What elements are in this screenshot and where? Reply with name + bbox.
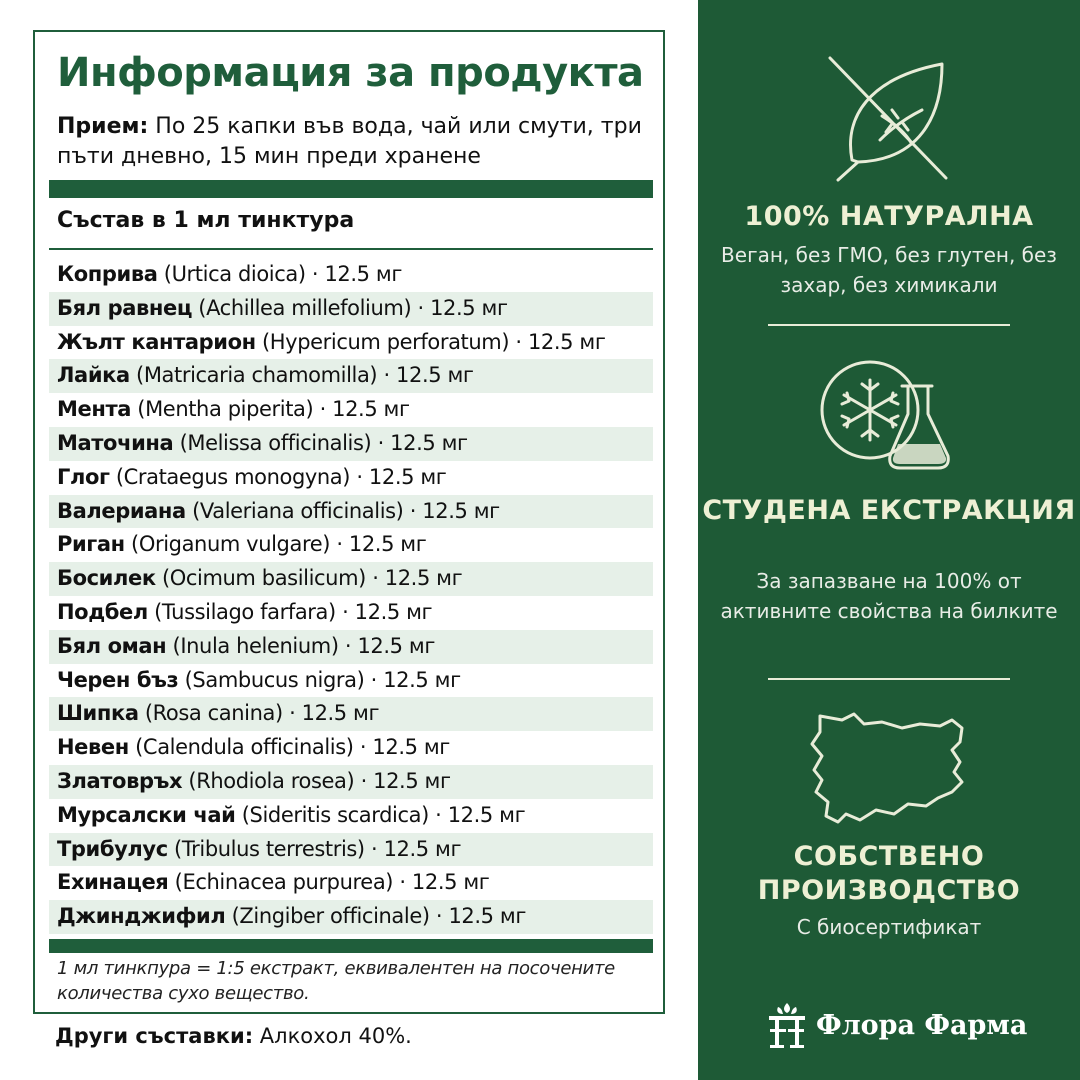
ingredient-name: Невен: [57, 735, 129, 760]
ingredient-name: Маточина: [57, 430, 174, 455]
feature-cold-extraction-title: СТУДЕНА ЕКСТРАКЦИЯ: [702, 495, 1076, 526]
other-ingredients-text: Алкохол 40%.: [253, 1024, 412, 1048]
ingredient-latin-name: (Ocimum basilicum): [161, 566, 366, 591]
ingredient-amount: · 12.5 мг: [371, 836, 462, 861]
ingredient-amount: · 12.5 мг: [311, 262, 402, 286]
ingredient-amount: · 12.5 мг: [377, 430, 468, 455]
ingredient-amount: · 12.5 мг: [342, 599, 433, 624]
ingredient-row: [49, 461, 653, 495]
other-ingredients: [55, 1024, 412, 1048]
ingredient-name: Бял равнец: [57, 295, 192, 320]
ingredient-latin-name: (Inula helenium): [172, 633, 339, 658]
ingredient-row: [49, 630, 653, 664]
ingredient-amount: · 12.5 мг: [435, 904, 526, 929]
ingredient-row: [49, 393, 653, 427]
divider-bar-bottom: [49, 939, 653, 953]
ingredient-amount: · 12.5 мг: [336, 532, 427, 557]
ingredient-row: [49, 258, 653, 292]
ingredient-latin-name: (Urtica dioica): [163, 262, 306, 286]
extract-note: 1 мл тинкпура = 1:5 екстракт, еквивалентен на посочените количества сухо вещество.: [57, 958, 615, 1004]
ingredient-latin-name: (Sideritis scardica): [241, 802, 429, 827]
ingredient-row: [49, 765, 653, 799]
ingredient-amount: · 12.5 мг: [370, 667, 461, 692]
ingredient-name: Шипка: [57, 701, 139, 726]
ingredient-amount: · 12.5 мг: [372, 566, 463, 591]
features-panel: [698, 0, 1080, 1080]
ingredient-amount: · 12.5 мг: [399, 870, 490, 895]
ingredient-latin-name: (Mentha piperita): [137, 397, 314, 422]
ingredient-name: Бял оман: [57, 633, 167, 658]
ingredient-list: [49, 258, 653, 934]
ingredient-latin-name: (Crataegus monogyna): [115, 464, 351, 489]
features-divider-1: [768, 324, 1010, 326]
ingredient-row: [49, 731, 653, 765]
ingredient-amount: · 12.5 мг: [344, 633, 435, 658]
ingredient-name: Босилек: [57, 566, 156, 591]
feature-natural-subtitle: Веган, без ГМО, без глутен, без захар, без химикали: [721, 243, 1057, 297]
brand-name: Флора Фарма: [816, 1009, 1028, 1041]
ingredient-amount: · 12.5 мг: [409, 498, 500, 523]
ingredient-row: [49, 664, 653, 698]
ingredient-name: Коприва: [57, 262, 158, 286]
ingredient-latin-name: (Melissa officinalis): [179, 430, 372, 455]
ingredient-latin-name: (Hypericum perforatum): [262, 329, 510, 354]
ingredient-name: Жълт кантарион: [57, 329, 256, 354]
composition-heading: Състав в 1 мл тинктура: [57, 208, 355, 233]
ingredient-name: Трибулус: [57, 836, 168, 861]
feature-own-production-subtitle: С биосертификат: [796, 915, 982, 939]
flora-pharma-logo-icon: [766, 1001, 808, 1049]
ingredient-name: Мурсалски чай: [57, 802, 236, 827]
ingredient-amount: · 12.5 мг: [356, 464, 447, 489]
ingredient-row: [49, 495, 653, 529]
ingredient-row: [49, 326, 653, 360]
ingredient-name: Подбел: [57, 599, 148, 624]
dosage-instructions: [57, 112, 652, 172]
ingredient-name: Глог: [57, 464, 110, 489]
ingredient-name: Риган: [57, 532, 125, 557]
ingredient-row: [49, 292, 653, 326]
ingredient-latin-name: (Zingiber officinale): [231, 904, 430, 929]
ingredient-row: [49, 562, 653, 596]
feature-cold-extraction-subtitle: За запазване на 100% от активните свойства на билките: [720, 569, 1058, 623]
ingredient-amount: · 12.5 мг: [319, 397, 410, 422]
ingredient-amount: · 12.5 мг: [289, 701, 380, 726]
ingredient-latin-name: (Origanum vulgare): [131, 532, 331, 557]
leaf-dna-crossed-icon: [818, 48, 958, 188]
ingredient-latin-name: (Matricaria chamomilla): [136, 363, 378, 388]
snowflake-flask-icon: [816, 356, 962, 480]
features-divider-2: [768, 678, 1010, 680]
bulgaria-map-icon: [802, 706, 972, 834]
ingredient-latin-name: (Calendula officinalis): [135, 735, 354, 760]
ingredient-row: [49, 528, 653, 562]
ingredient-latin-name: (Echinacea purpurea): [174, 870, 394, 895]
ingredient-amount: · 12.5 мг: [417, 295, 508, 320]
ingredient-name: Валериана: [57, 498, 186, 523]
feature-own-production-title: СОБСТВЕНО ПРОИЗВОДСТВО: [757, 841, 1021, 906]
ingredient-name: Ехинацея: [57, 870, 169, 895]
ingredient-amount: · 12.5 мг: [359, 735, 450, 760]
ingredient-row: [49, 799, 653, 833]
ingredient-row: [49, 697, 653, 731]
ingredient-name: Мента: [57, 397, 131, 422]
ingredient-row: [49, 866, 653, 900]
product-info-title: Информация за продукта: [57, 50, 644, 96]
brand-logo: [766, 1000, 1066, 1050]
ingredient-name: Джинджифил: [57, 904, 226, 929]
ingredient-latin-name: (Achillea millefolium): [198, 295, 412, 320]
ingredient-row: [49, 427, 653, 461]
ingredient-name: Лайка: [57, 363, 130, 388]
ingredient-latin-name: (Tribulus terrestris): [174, 836, 365, 861]
ingredient-name: Златовръх: [57, 768, 183, 793]
ingredient-name: Черен бъз: [57, 667, 179, 692]
ingredient-row: [49, 359, 653, 393]
ingredient-amount: · 12.5 мг: [515, 329, 606, 354]
ingredient-amount: · 12.5 мг: [435, 802, 526, 827]
ingredient-latin-name: (Sambucus nigra): [184, 667, 365, 692]
ingredient-row: [49, 833, 653, 867]
ingredient-latin-name: (Valeriana officinalis): [192, 498, 404, 523]
product-info-card: [33, 30, 665, 1014]
composition-divider: [49, 248, 653, 250]
ingredient-latin-name: (Rhodiola rosea): [188, 768, 355, 793]
divider-bar-top: [49, 180, 653, 198]
ingredient-latin-name: (Tussilago farfara): [154, 599, 336, 624]
dosage-label: Прием:: [57, 114, 149, 139]
dosage-text: По 25 капки във вода, чай или смути, три пъти дневно, 15 мин преди хранене: [57, 114, 642, 169]
ingredient-latin-name: (Rosa canina): [144, 701, 283, 726]
other-ingredients-label: Други съставки:: [55, 1024, 254, 1048]
ingredient-row: [49, 596, 653, 630]
feature-natural-title: 100% НАТУРАЛНА: [744, 201, 1034, 232]
ingredient-amount: · 12.5 мг: [383, 363, 474, 388]
ingredient-row: [49, 900, 653, 934]
ingredient-amount: · 12.5 мг: [360, 768, 451, 793]
